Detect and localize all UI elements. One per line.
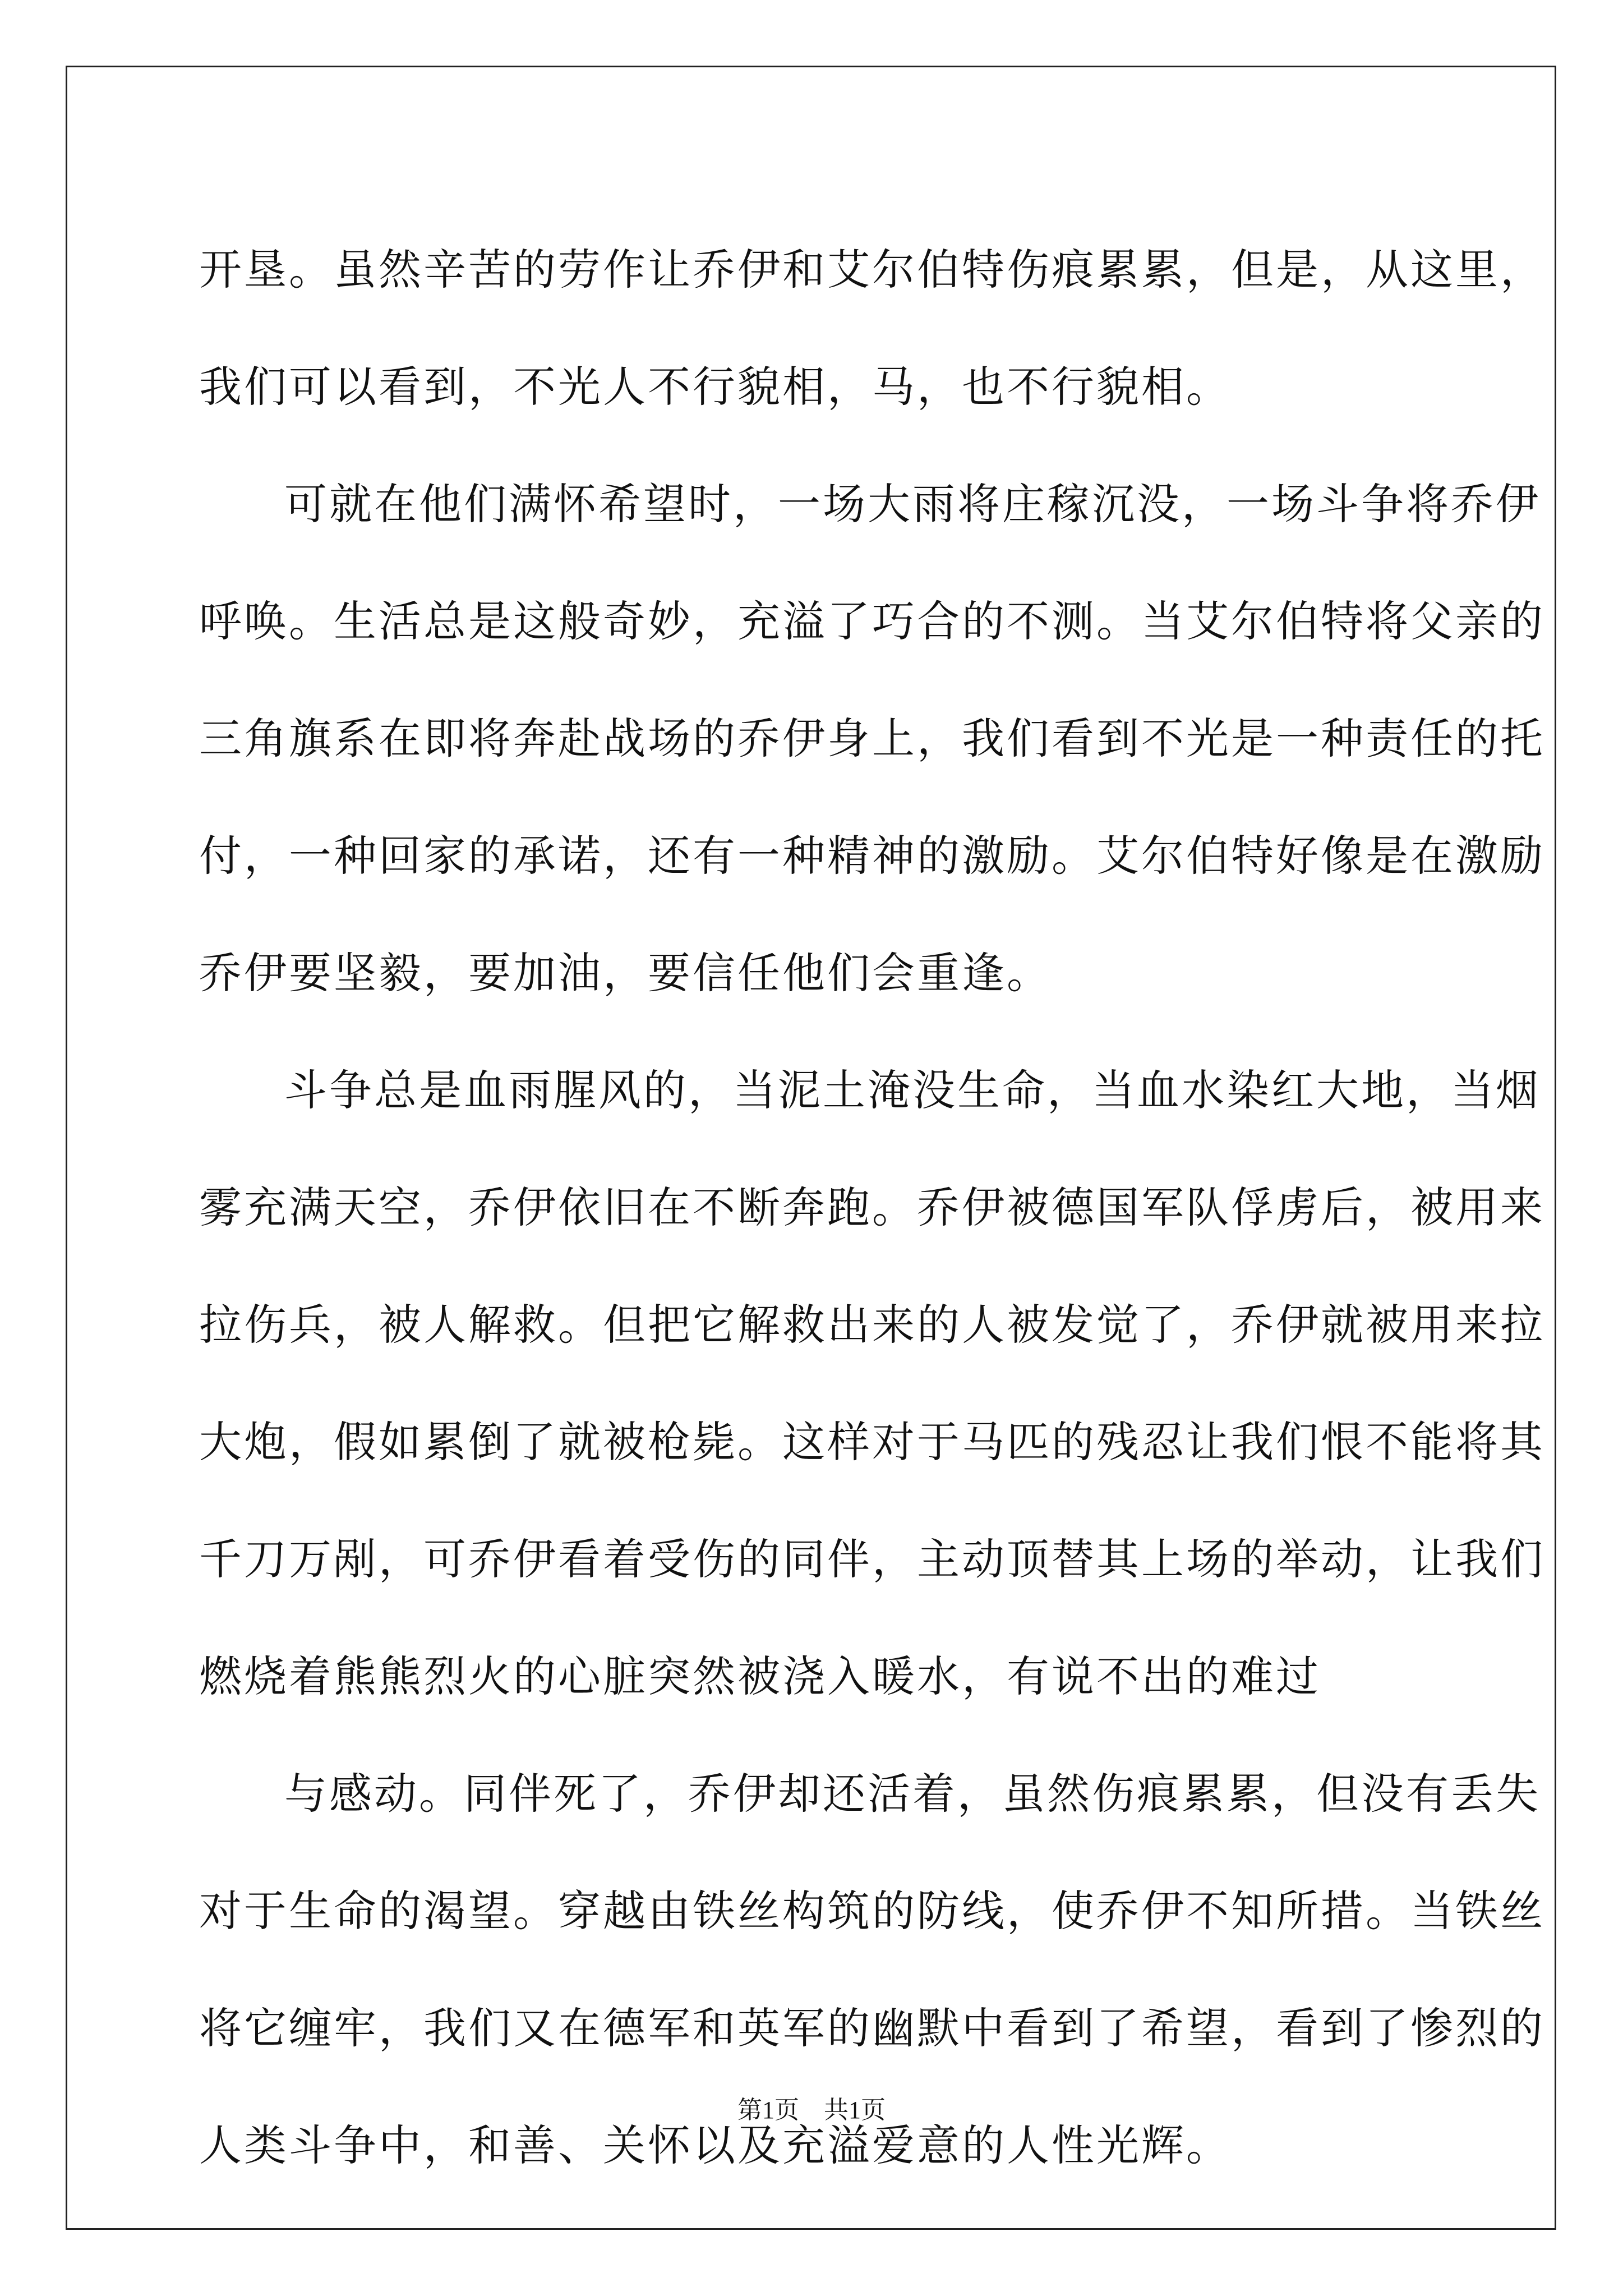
text-line: 付，一种回家的承诺，还有一种精神的激励。艾尔伯特好像是在激励 [199,831,1545,881]
text-line: 三角旗系在即将奔赴战场的乔伊身上，我们看到不光是一种责任的托 [199,714,1545,763]
document-body [199,211,1545,2204]
text-line: 呼唤。生活总是这般奇妙，充溢了巧合的不测。当艾尔伯特将父亲的 [199,596,1545,646]
text-line: 拉伤兵，被人解救。但把它解救出来的人被发觉了，乔伊就被用来拉 [199,1300,1545,1350]
text-line: 开垦。虽然辛苦的劳作让乔伊和艾尔伯特伤痕累累，但是，从这里， [199,245,1545,295]
paragraph-first-line: 斗争总是血雨腥风的，当泥土淹没生命，当血水染红大地，当烟 [284,1065,1541,1115]
paragraph-first-line: 可就在他们满怀希望时，一场大雨将庄稼沉没，一场斗争将乔伊 [284,479,1541,529]
text-line: 我们可以看到，不光人不行貌相，马，也不行貌相。 [199,362,1231,412]
text-line: 将它缠牢，我们又在德军和英军的幽默中看到了希望，看到了惨烈的 [199,2003,1545,2053]
text-line: 人类斗争中，和善、关怀以及充溢爱意的人性光辉。 [199,2120,1231,2170]
text-line: 燃烧着熊熊烈火的心脏突然被浇入暖水，有说不出的难过 [199,1651,1321,1701]
text-line: 对于生命的渴望。穿越由铁丝构筑的防线，使乔伊不知所措。当铁丝 [199,1886,1545,1936]
page-number-footer: 第1页 共1页 [737,2096,886,2124]
text-line: 千刀万剐，可乔伊看着受伤的同伴，主动顶替其上场的举动，让我们 [199,1534,1545,1584]
text-line: 雾充满天空，乔伊依旧在不断奔跑。乔伊被德国军队俘虏后，被用来 [199,1182,1545,1232]
text-line: 大炮，假如累倒了就被枪毙。这样对于马匹的残忍让我们恨不能将其 [199,1417,1545,1467]
text-line: 乔伊要坚毅，要加油，要信任他们会重逢。 [199,948,1052,998]
paragraph-first-line: 与感动。同伴死了，乔伊却还活着，虽然伤痕累累，但没有丢失 [284,1769,1541,1819]
